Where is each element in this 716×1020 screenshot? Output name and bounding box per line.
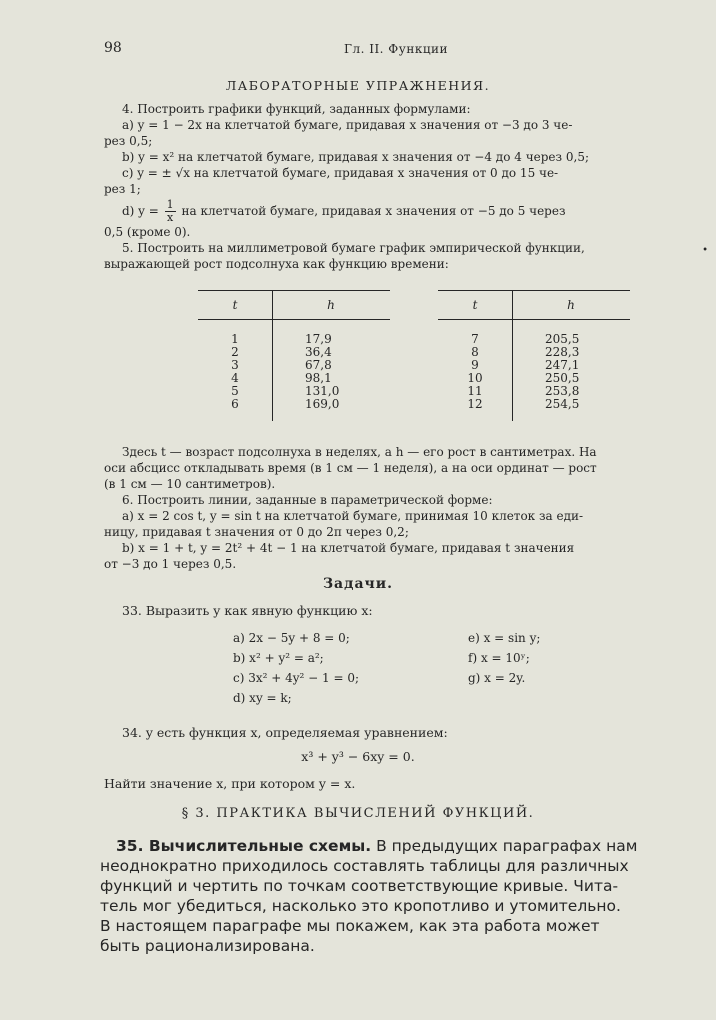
cell-t: 7 xyxy=(438,333,513,346)
cell-h: 98,1 xyxy=(305,371,332,385)
cell-h: 131,0 xyxy=(305,384,340,398)
cell-h: 169,0 xyxy=(305,397,340,411)
cell-h: 254,5 xyxy=(545,397,580,411)
task-34-text: 34. y есть функция x, определяемая уравнением: xyxy=(122,725,448,740)
ex4d-frac-num: 1 xyxy=(166,198,174,211)
p35-line2: неоднократно приходилось составлять таблицы для различных xyxy=(100,857,629,875)
cell-h: 67,8 xyxy=(305,358,332,372)
cell-h: 36,4 xyxy=(305,345,332,359)
cell-h: 247,1 xyxy=(545,358,580,372)
ex4b: b) y = x² на клетчатой бумаге, придавая x значения от −4 до 4 через 0,5; xyxy=(122,150,589,164)
equation-e: e) x = sin y; xyxy=(468,631,541,645)
p35-line5: В настоящем параграфе мы покажем, как эта работа может xyxy=(100,917,600,935)
equation-c: c) 3x² + 4y² − 1 = 0; xyxy=(233,671,360,685)
exercise-5-note-and-6 xyxy=(104,444,694,572)
task-33 xyxy=(104,603,694,619)
ex4d-rest: на клетчатой бумаге, придавая x значения от −5 до 5 через xyxy=(181,204,566,218)
ex4d-fraction xyxy=(165,199,176,224)
equation-row xyxy=(233,688,540,708)
cell-t: 8 xyxy=(438,346,513,359)
ex5-line2: выражающей рост подсолнуха как функцию времени: xyxy=(104,257,449,271)
ex4d-line2: 0,5 (кроме 0). xyxy=(104,225,191,239)
running-head: Гл. II. Функции xyxy=(344,42,449,56)
ex6b-line1: b) x = 1 + t, y = 2t² + 4t − 1 на клетчатой бумаге, придавая t значения xyxy=(122,541,575,555)
exercise-4d xyxy=(104,199,694,272)
ex6b-line2: от −3 до 1 через 0,5. xyxy=(104,557,237,571)
task-34-find xyxy=(104,776,694,792)
table-row xyxy=(198,333,390,346)
page-number: 98 xyxy=(104,40,122,56)
ex5-line1: 5. Построить на миллиметровой бумаге график эмпирической функции, xyxy=(122,241,585,255)
note-line2: оси абсцисс откладывать время (в 1 см — 1 неделя), а на оси ординат — рост xyxy=(104,461,597,475)
p35-line3: функций и чертить по точкам соответствующие кривые. Чита- xyxy=(100,877,619,895)
table-row xyxy=(198,372,390,385)
cell-h: 253,8 xyxy=(545,384,580,398)
cell-h: 250,5 xyxy=(545,371,580,385)
section-3-title: § 3. ПРАКТИКА ВЫЧИСЛЕНИЙ ФУНКЦИЙ. xyxy=(181,806,535,821)
cell-h: 205,5 xyxy=(545,332,580,346)
cell-t: 12 xyxy=(438,398,513,421)
cell-t: 9 xyxy=(438,359,513,372)
header-t: t xyxy=(438,291,513,320)
sunflower-table-right xyxy=(438,290,630,421)
tasks-title: Задачи. xyxy=(322,576,394,592)
cell-t: 11 xyxy=(438,385,513,398)
ex6-intro: 6. Построить линии, заданные в параметрической форме: xyxy=(122,493,493,507)
equation-row xyxy=(233,668,540,688)
cell-t: 4 xyxy=(198,372,273,385)
ex4a-line2: рез 0,5; xyxy=(104,134,153,148)
ex4d-label: d) y = xyxy=(122,204,159,218)
cell-t: 3 xyxy=(198,359,273,372)
ex4a-line1: а) y = 1 − 2x на клетчатой бумаге, придавая x значения от −3 до 3 че- xyxy=(122,118,573,132)
cell-h: 228,3 xyxy=(545,345,580,359)
table-row xyxy=(438,398,630,421)
cell-t: 10 xyxy=(438,372,513,385)
header-h: h xyxy=(327,298,335,312)
ex4c-line2: рез 1; xyxy=(104,182,141,196)
equation-row xyxy=(233,628,540,648)
ex4d-frac-den: x xyxy=(167,211,174,224)
note-line1: Здесь t — возраст подсолнуха в неделях, а h — его рост в сантиметрах. На xyxy=(122,445,597,459)
ex6a-line2: ницу, придавая t значения от 0 до 2π через 0,2; xyxy=(104,525,409,539)
task-34-find-text: Найти значение x, при котором y = x. xyxy=(104,776,356,791)
table-header-row xyxy=(438,291,630,320)
cell-t: 5 xyxy=(198,385,273,398)
p35-line1-rest: В предыдущих параграфах нам xyxy=(376,837,638,855)
cell-t: 1 xyxy=(198,333,273,346)
cell-t: 2 xyxy=(198,346,273,359)
task-34 xyxy=(104,725,694,741)
equation-f: f) x = 10ʸ; xyxy=(468,651,530,665)
table-row xyxy=(438,346,630,359)
header-t: t xyxy=(198,291,273,320)
cell-t: 6 xyxy=(198,398,273,421)
note-line3: (в 1 см — 10 сантиметров). xyxy=(104,477,276,491)
equation-b: b) x² + y² = a²; xyxy=(233,651,324,665)
table-header-row xyxy=(198,291,390,320)
p35-line4: тель мог убедиться, насколько это кропотливо и утомительно. xyxy=(100,897,621,915)
table-row xyxy=(438,333,630,346)
equation-g: g) x = 2y. xyxy=(468,671,526,685)
equation-a: а) 2x − 5y + 8 = 0; xyxy=(233,631,350,645)
table-row xyxy=(198,398,390,421)
ex4d-line1 xyxy=(104,199,694,224)
p35-lead: 35. Вычислительные схемы. xyxy=(116,837,372,855)
equation-d: d) xy = k; xyxy=(233,691,292,705)
sunflower-table-left xyxy=(198,290,390,421)
lab-exercises-title: ЛАБОРАТОРНЫЕ УПРАЖНЕНИЯ. xyxy=(225,78,491,93)
table-row xyxy=(198,385,390,398)
equation-row xyxy=(233,648,540,668)
p35-line1 xyxy=(100,836,694,856)
margin-mark: • xyxy=(702,245,708,256)
exercise-4 xyxy=(104,101,694,197)
table-row xyxy=(198,346,390,359)
table-row xyxy=(198,359,390,372)
ex6a-line1: а) x = 2 cos t, y = sin t на клетчатой бумаге, принимая 10 клеток за еди- xyxy=(122,509,584,523)
header-h: h xyxy=(567,298,575,312)
ex4-intro: 4. Построить графики функций, заданных формулами: xyxy=(122,102,471,116)
p35-line6: быть рационализирована. xyxy=(100,937,315,955)
task-34-equation: x³ + y³ − 6xy = 0. xyxy=(301,749,415,764)
task-33-equations xyxy=(233,628,540,708)
paragraph-35 xyxy=(100,836,694,956)
task-33-text: 33. Выразить y как явную функцию x: xyxy=(122,603,373,618)
ex4c-line1: c) y = ± √x на клетчатой бумаге, придавая x значения от 0 до 15 че- xyxy=(122,166,559,180)
cell-h: 17,9 xyxy=(305,332,332,346)
